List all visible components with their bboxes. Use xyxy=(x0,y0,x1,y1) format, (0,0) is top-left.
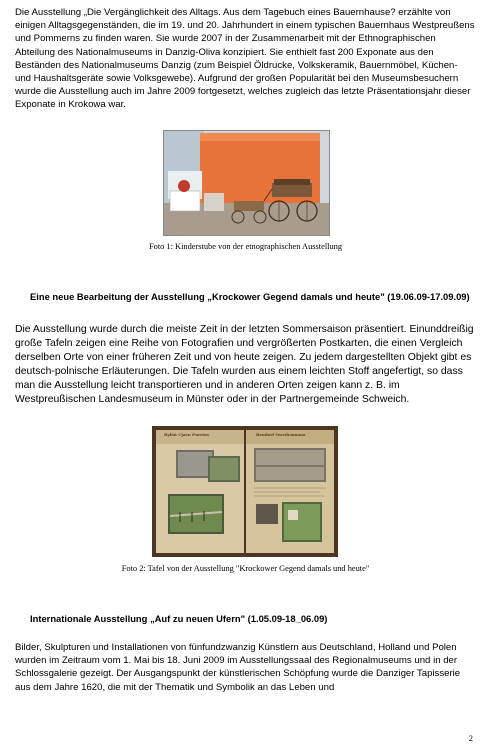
page-number: 2 xyxy=(468,733,473,743)
section3-heading: Internationale Ausstellung „Auf zu neuen Ufern" (1.05.09-18_06.09) xyxy=(30,613,328,624)
section3-paragraph: Bilder, Skulpturen und Installationen von fünfundzwanzig Künstlern aus Deutschland, Holland und Polen wurden im Zeitraum vom 1. Mai bis 18. Juni 2009 im Ausstellungssaal des Regionalmuseums und in der Schlossgalerie gezeigt. Der Ausgangspunkt der künstlerischen Schöpfung wurde die Danziger Tapisserie aus dem Jahre 1620, die mit der Thematik und Symbolik an das Leben und xyxy=(15,642,461,693)
kinderstube-image xyxy=(164,131,329,235)
photo-kinderstube xyxy=(163,130,330,236)
panel-right-title: Bendorf Owedcmmma xyxy=(256,432,306,437)
photo2-caption: Foto 2: Tafel von der Ausstellung "Krockower Gegend damals und heute" xyxy=(121,564,370,573)
section2-heading: Eine neue Bearbeitung der Ausstellung „Krockower Gegend damals und heute" (19.06.09-17.09.09) xyxy=(30,291,470,302)
photo1-caption: Foto 1: Kinderstube von der etnographischen Ausstellung xyxy=(148,242,343,251)
section2-paragraph: Die Ausstellung wurde durch die meiste Zeit in der letzten Sommersaison präsentiert. Einunddreißig große Tafeln zeigen eine Reihe von Fotografien und vergrößerten Postkarten, die einen Vergleich derselben Orte von einer früheren Zeit und von heute zeigen. Zu jedem dargestellten Objekt gibt es deutsch-polnische Erläuterungen. Die Tafeln wurden aus einem leichten Stoff angefertigt, so dass man die Ausstellung leicht transportieren und in anderen Orten zeigen kann z. B. im Westpreußischen Landesmuseum in Münster oder in der Partnergemeinde Schweich. xyxy=(15,324,474,406)
panel-left-title: Byłóń Cjavn Purrius xyxy=(164,432,209,437)
photo-exhibition-board xyxy=(152,426,338,557)
exhibition-board-image xyxy=(152,426,338,557)
intro-paragraph: Die Ausstellung „Die Vergänglichkeit des Alltags. Aus dem Tagebuch eines Bauernhause? erzählte von einigen Alltagsgegenständen, die im 19. und 20. Jahrhundert in einem typischen Bauernhaus Westpreußens und Pommerns zu finden waren. Sie wurde 2007 in der Zusammenarbeit mit der Ethnographischen Abteilung des Nationalmuseums in Danzig-Oliva konzipiert. Sie enthielt fast 200 Exponate aus den Beständen des Nationalmuseums Danzig (zum Beispiel Öldrucke, Volkskeramik, Bauernmöbel, Küchen- und Haushaltsgeräte sowie Volksgewebe). Aufgrund der großen Popularität bei den Museumsbesuchern wurde die Ausstellung auch im Jahre 2009 fortgesetzt, welches zugleich das letzte Präsentationsjahr dieser Exponate in Krokowa war. xyxy=(15,7,475,111)
